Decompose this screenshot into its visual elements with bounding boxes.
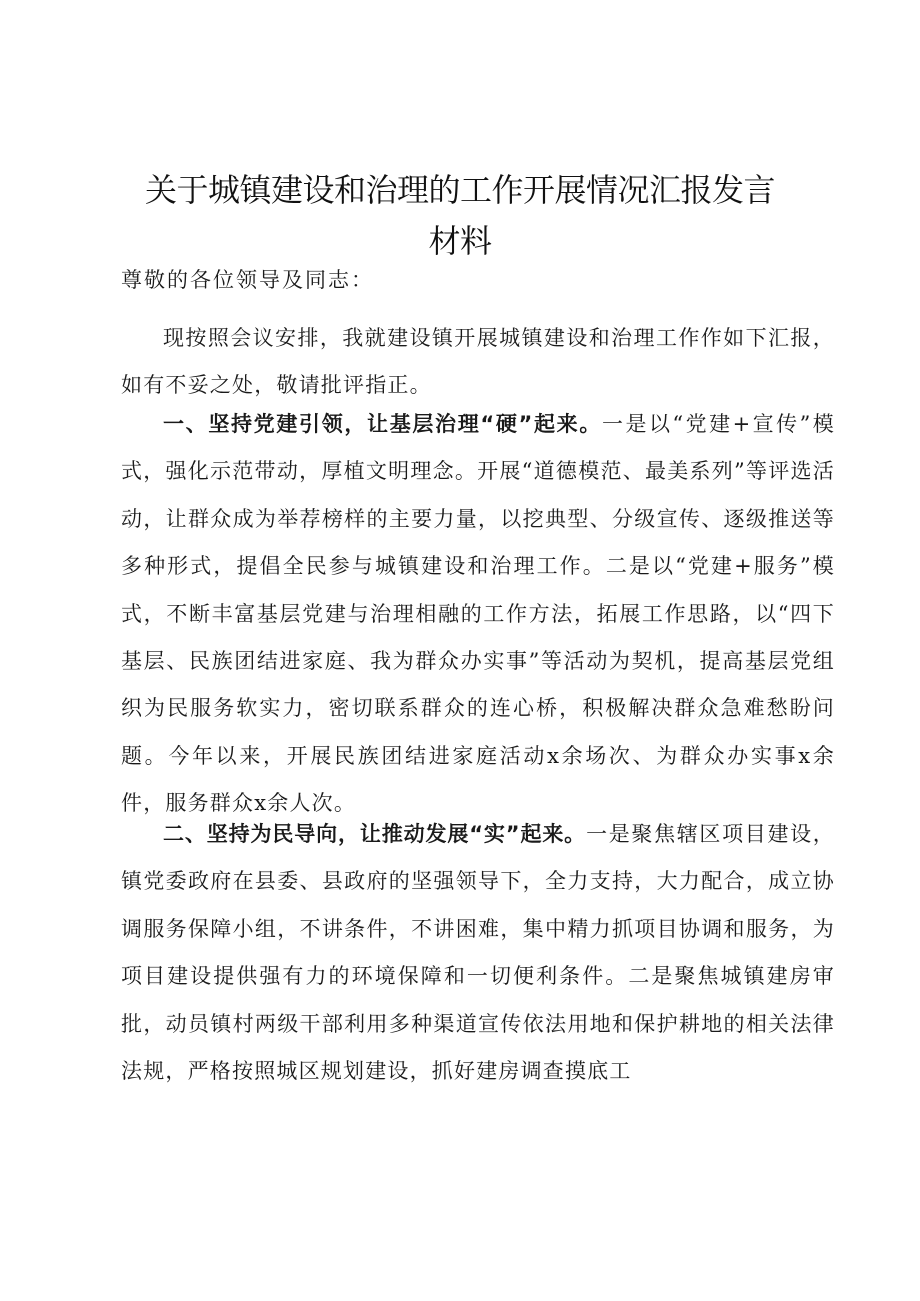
section-2-heading: 二、坚持为民导向，让推动发展“实”起来。 [163, 822, 587, 846]
salutation: 尊敬的各位领导及同志： [121, 268, 374, 292]
section-2-body: 一是聚焦辖区项目建设，镇党委政府在县委、县政府的坚强领导下，全力支持，大力配合，成立协调服务保障小组，不讲条件，不讲困难，集中精力抓项目协调和服务，为项目建设提供强有力的环境保障和一切便利条件。二是聚焦城镇建房审批，动员镇村两级干部利用多种渠道宣传依法用地和保护耕地的相关法律法规，严格按照城区规划建设，抓好建房调查摸底工 [121, 822, 835, 1084]
section-1-body: 一是以“党建+宣传”模式，强化示范带动，厚植文明理念。开展“道德模范、最美系列”等评选活动，让群众成为举荐榜样的主要力量，以挖典型、分级宣传、逐级推送等多种形式，提倡全民参与城镇建设和治理工作。二是以“党建+服务”模式，不断丰富基层党建与治理相融的工作方法，拓展工作思路，以“四下基层、民族团结进家庭、我为群众办实事”等活动为契机，提高基层党组织为民服务软实力，密切联系群众的连心桥，积极解决群众急难愁盼问题。今年以来，开展民族团结进家庭活动x余场次、为群众办实事x余件，服务群众x余人次。 [121, 412, 835, 816]
document-title-line-1: 关于城镇建设和治理的工作开展情况汇报发言 [144, 171, 775, 209]
section-1-paragraph [121, 401, 835, 828]
section-2-paragraph [121, 811, 835, 1095]
document-title-line-2: 材料 [428, 222, 492, 260]
section-1-heading: 一、坚持党建引领，让基层治理“硬”起来。 [163, 412, 603, 436]
intro-paragraph: 现按照会议安排，我就建设镇开展城镇建设和治理工作作如下汇报，如有不妥之处，敬请批评指正。 [121, 326, 835, 398]
